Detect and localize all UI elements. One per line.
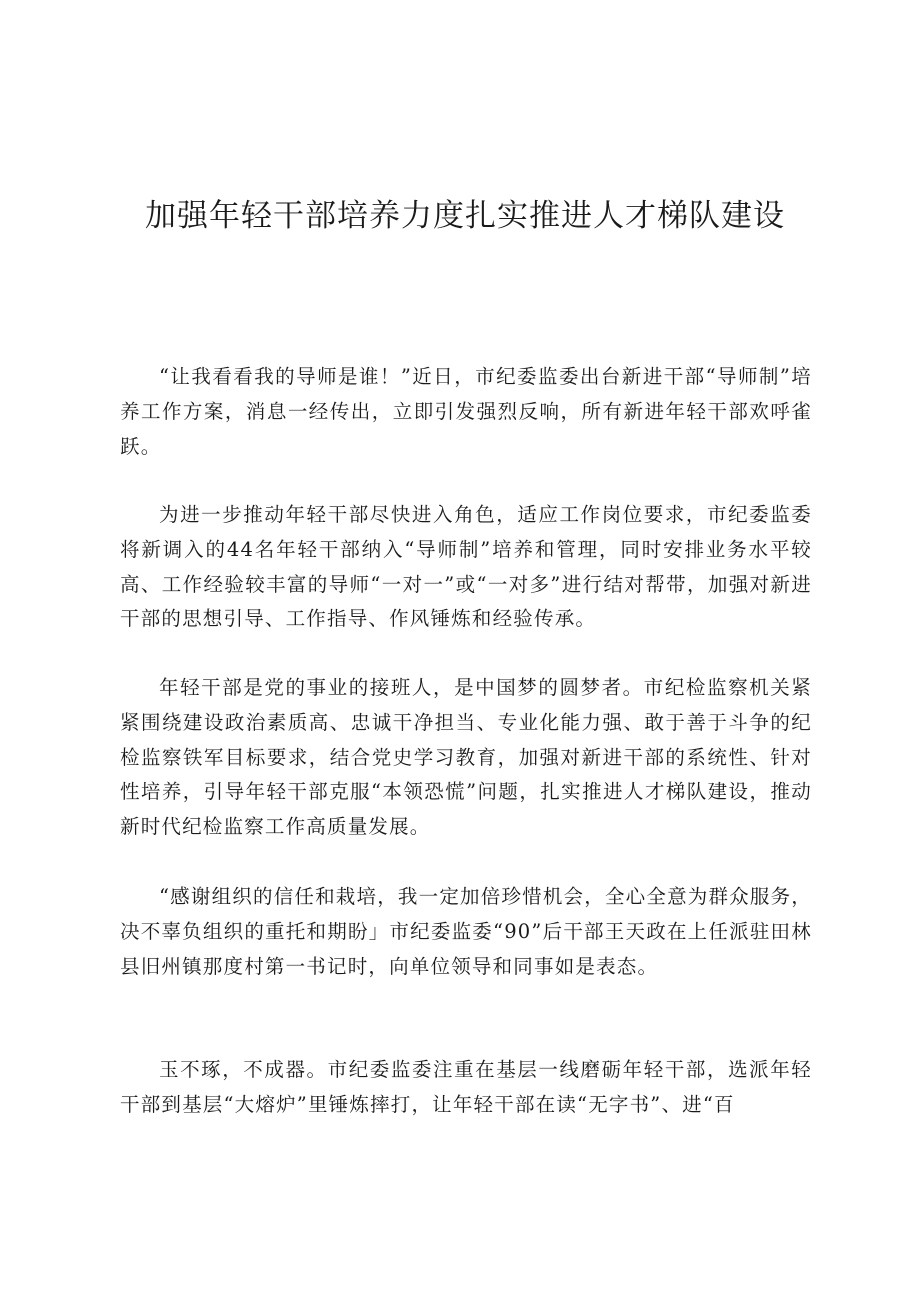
paragraph-text: 玉不琢，不成器。市纪委监委注重在基层一线磨砺年轻干部，选派年轻干部到基层“大熔炉”里锤炼摔打，让年轻干部在读“无字书”、进“百 bbox=[120, 1058, 812, 1116]
document-title: 加强年轻干部培养力度扎实推进人才梯队建设 bbox=[145, 198, 785, 234]
paragraph-4 bbox=[120, 880, 812, 984]
paragraph-3 bbox=[120, 671, 812, 845]
paragraph-text: 年轻干部是党的事业的接班人，是中国梦的圆梦者。市纪检监察机关紧紧围绕建设政治素质高、忠诚干净担当、专业化能力强、敢于善于斗争的纪检监察铁军目标要求，结合党史学习教育，加强对新进干部的系统性、针对性培养，引导年轻干部克服“本领恐慌”问题，扎实推进人才梯队建设，推动新时代纪检监察工作高质量发展。 bbox=[120, 676, 812, 839]
paragraph-text: “感谢组织的信任和栽培，我一定加倍珍惜机会，全心全意为群众服务，决不辜负组织的重托和期盼」市纪委监委“90”后干部王天政在上任派驻田林县旧州镇那度村第一书记时，向单位领导和同事如是表态。 bbox=[120, 885, 812, 978]
paragraph-1 bbox=[120, 360, 812, 464]
paragraph-text: “让我看看我的导师是谁！”近日，市纪委监委出台新进干部“导师制”培养工作方案，消息一经传出，立即引发强烈反响，所有新进年轻干部欢呼雀跃。 bbox=[120, 365, 812, 458]
paragraph-5 bbox=[120, 1053, 812, 1123]
paragraph-text: 为进一步推动年轻干部尽快进入角色，适应工作岗位要求，市纪委监委将新调入的44名年轻干部纳入“导师制”培养和管理，同时安排业务水平较高、工作经验较丰富的导师“一对一”或“一对多”进行结对帮带，加强对新进干部的思想引导、工作指导、作风锤炼和经验传承。 bbox=[120, 503, 812, 631]
paragraph-2 bbox=[120, 498, 812, 637]
